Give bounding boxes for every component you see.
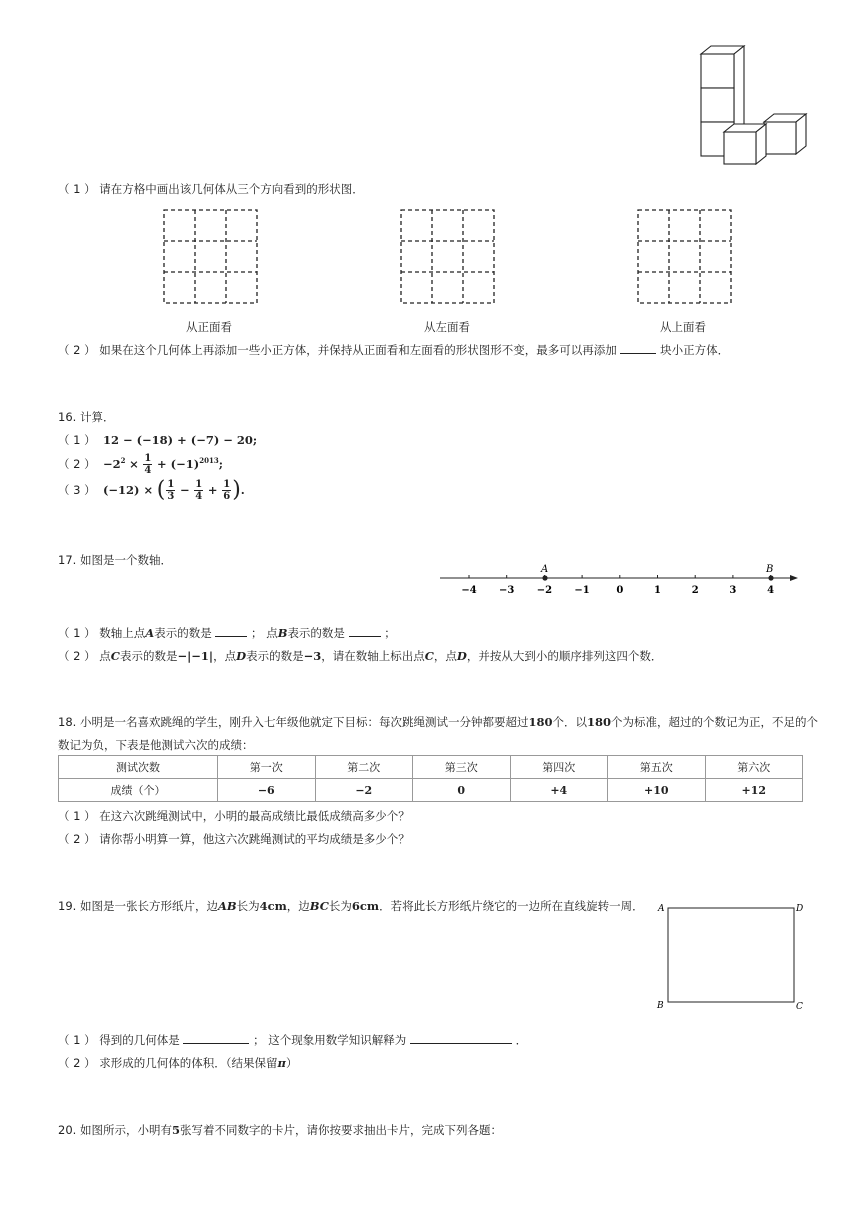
axis-tick-label: −2 xyxy=(536,585,553,596)
corner-b: B xyxy=(657,1001,664,1011)
point-b-label: B xyxy=(766,564,774,575)
q19-text: 19. 如图是一张长方形纸片，边AB长为4cm，边BC长为6cm．若将此长方形纸片绕它的一边所在直线旋转一周． xyxy=(58,899,644,913)
grid-top-view[interactable] xyxy=(637,209,732,304)
q19-part2: （ 2 ） 求形成的几何体的体积．（结果保留π） xyxy=(58,1056,298,1070)
axis-tick-label: 2 xyxy=(691,585,699,596)
q17-title: 17. 如图是一个数轴． xyxy=(58,553,172,567)
corner-c: C xyxy=(796,1002,803,1012)
grid-left-view[interactable] xyxy=(400,209,495,304)
corner-d: D xyxy=(796,904,804,914)
axis-tick-label: 0 xyxy=(616,585,624,596)
table-row xyxy=(59,756,803,779)
q16-title: 16. 计算． xyxy=(58,410,115,424)
q17-part2: （ 2 ） 点C表示的数是−|−1|，点D表示的数是−3，请在数轴上标出点C，点D，并按从大到小的顺序排列这四个数． xyxy=(58,649,663,663)
table-header: 测试次数 xyxy=(59,756,218,779)
q16-part2: （ 2 ） $-2^2$ × $\frac{1}{4}$ + $(-1)^{2013}$; xyxy=(58,452,223,476)
q15-part2: （ 2 ） 如果在这个几何体上再添加一些小正方体，并保持从正面看和左面看的形状图形不变，最多可以再添加 块小正方体． xyxy=(58,343,730,357)
axis-tick-label: −1 xyxy=(574,585,590,596)
point-a-label: A xyxy=(541,564,549,575)
cube-solid-figure xyxy=(698,40,810,165)
point-a-dot xyxy=(542,575,547,580)
q19-part1: （ 1 ） 得到的几何体是 ； 这个现象用数学知识解释为 ． xyxy=(58,1033,528,1047)
corner-a: A xyxy=(658,904,665,914)
axis-tick-label: −4 xyxy=(461,585,477,596)
table-header: 第六次 xyxy=(705,756,803,779)
table-cell: 成绩（个） xyxy=(59,779,218,802)
fraction: $\frac{1}{4}$ xyxy=(144,452,152,476)
q18-part2: （ 2 ） 请你帮小明算一算，他这六次跳绳测试的平均成绩是多少个？ xyxy=(58,832,410,846)
table-header: 第五次 xyxy=(608,756,706,779)
q17-part1: （ 1 ） 数轴上点A表示的数是 ； 点B表示的数是 ； xyxy=(58,626,396,640)
table-header: 第三次 xyxy=(413,756,511,779)
rectangle-figure xyxy=(654,898,810,1014)
axis-tick-label: 1 xyxy=(654,585,661,596)
table-cell: 0 xyxy=(413,779,511,802)
table-cell: +10 xyxy=(608,779,706,802)
answer-blank-b[interactable] xyxy=(349,626,381,637)
point-b-dot xyxy=(768,575,773,580)
q16-part1: （ 1 ） 12 − (−18) + (−7) − 20; xyxy=(58,433,258,447)
grid-label-front: 从正面看 xyxy=(186,320,232,334)
grid-label-top: 从上面看 xyxy=(660,320,706,334)
answer-blank-solid[interactable] xyxy=(183,1033,249,1044)
axis-tick-label: 4 xyxy=(767,585,775,596)
grid-label-left: 从左面看 xyxy=(424,320,470,334)
table-row xyxy=(59,779,803,802)
grid-front-view[interactable] xyxy=(163,209,258,304)
table-cell: −2 xyxy=(315,779,413,802)
table-header: 第四次 xyxy=(510,756,608,779)
score-table xyxy=(58,755,803,802)
q15-part1: （ 1 ） 请在方格中画出该几何体从三个方向看到的形状图． xyxy=(58,182,364,196)
q18-part1: （ 1 ） 在这六次跳绳测试中，小明的最高成绩比最低成绩高多少个？ xyxy=(58,809,410,823)
q18-line2: 数记为负，下表是他测试六次的成绩： xyxy=(58,738,254,752)
table-header: 第二次 xyxy=(315,756,413,779)
answer-blank[interactable] xyxy=(620,343,656,354)
table-cell: +4 xyxy=(510,779,608,802)
axis-tick-label: −3 xyxy=(499,585,515,596)
table-cell: +12 xyxy=(705,779,803,802)
q16-part3: （ 3 ） (−12) × ( $\frac{1}{3}$ − $\frac{1}{4}$ + $\frac{1}{6}$ ). xyxy=(58,477,245,503)
table-cell: −6 xyxy=(218,779,316,802)
q18-line1: 18. 小明是一名喜欢跳绳的学生，刚升入七年级他就定下目标：每次跳绳测试一分钟都要超过180个．以180个为标准，超过的个数记为正，不足的个 xyxy=(58,715,818,729)
table-header: 第一次 xyxy=(218,756,316,779)
answer-blank-reason[interactable] xyxy=(410,1033,512,1044)
number-line xyxy=(436,560,800,600)
q20-text: 20. 如图所示，小明有5张写着不同数字的卡片，请你按要求抽出卡片，完成下列各题： xyxy=(58,1123,502,1137)
axis-tick-label: 3 xyxy=(729,585,737,596)
answer-blank-a[interactable] xyxy=(215,626,247,637)
